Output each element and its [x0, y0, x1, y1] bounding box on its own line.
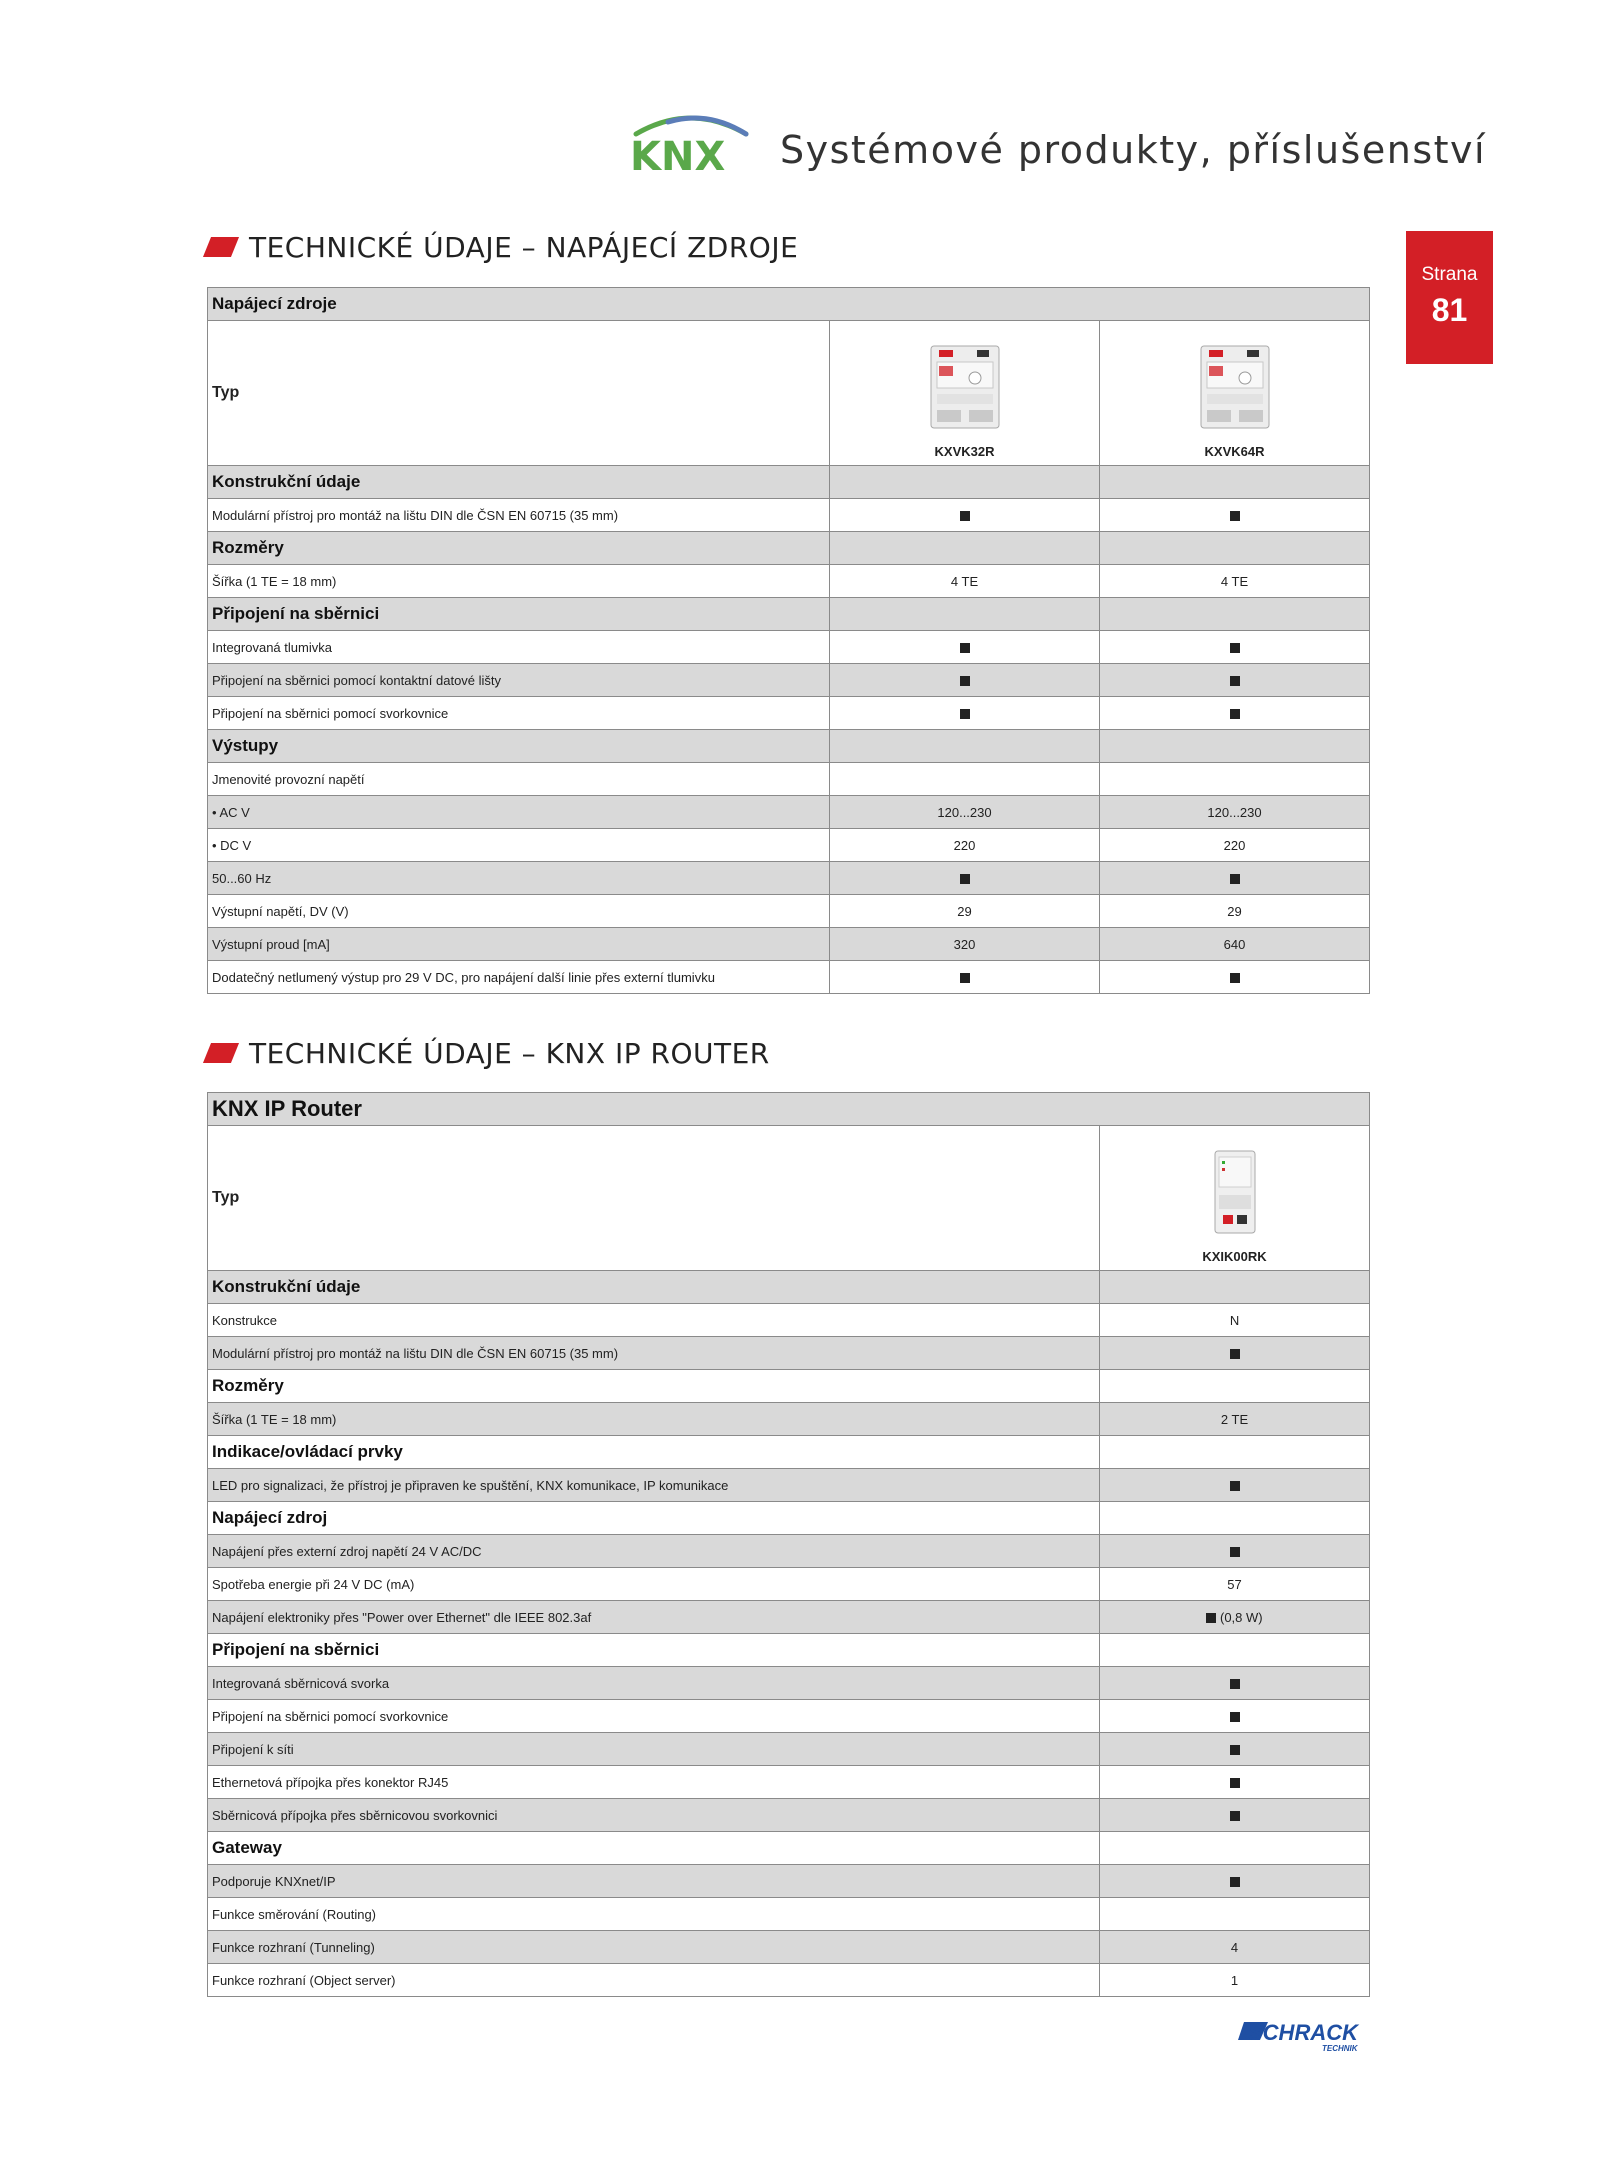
value-cell	[1100, 499, 1370, 532]
value-cell	[1100, 1799, 1370, 1832]
knx-logo-text: KNX	[630, 134, 726, 174]
row-label-dodatecny-netlumeny-vystup-pro-29-v-dc-p: Dodatečný netlumený výstup pro 29 V DC, pro napájení další linie přes externí tlumivku	[208, 961, 830, 994]
filled-square-icon	[1206, 1613, 1216, 1623]
value-cell	[1100, 1502, 1370, 1535]
table-row	[208, 664, 1370, 697]
value-cell: 120...230	[1100, 796, 1370, 829]
row-label-funkce-rozhrani-tunneling: Funkce rozhraní (Tunneling)	[208, 1931, 1100, 1964]
filled-square-icon	[1230, 676, 1240, 686]
row-label-ethernetova-pripojka-pres-konektor-rj45: Ethernetová přípojka přes konektor RJ45	[208, 1766, 1100, 1799]
page-number-badge	[1406, 231, 1493, 364]
value-cell: 320	[830, 928, 1100, 961]
table-row	[208, 565, 1370, 598]
value-cell	[1100, 862, 1370, 895]
knx-logo	[628, 108, 754, 174]
value-cell	[1100, 1436, 1370, 1469]
value-cell: N	[1100, 1304, 1370, 1337]
table-section-row	[208, 1370, 1370, 1403]
row-label-pripojeni-k-siti: Připojení k síti	[208, 1733, 1100, 1766]
value-cell	[1100, 1898, 1370, 1931]
value-cell	[830, 862, 1100, 895]
table-row	[208, 895, 1370, 928]
value-cell	[1100, 598, 1370, 631]
value-cell	[1100, 466, 1370, 499]
value-cell: 29	[830, 895, 1100, 928]
value-cell	[1100, 1535, 1370, 1568]
filled-square-icon	[1230, 1349, 1240, 1359]
table-row	[208, 928, 1370, 961]
table-section-row	[208, 598, 1370, 631]
section-label-pripojeni-na-sbernici: Připojení na sběrnici	[208, 1634, 1100, 1667]
value-cell	[1100, 1865, 1370, 1898]
ip-router-module-icon	[1213, 1149, 1257, 1235]
ip-router-table	[207, 1092, 1370, 1997]
power-supplies-table	[207, 287, 1370, 994]
value-cell	[1100, 697, 1370, 730]
filled-square-icon	[1230, 511, 1240, 521]
row-label-jmenovite-provozni-napeti: Jmenovité provozní napětí	[208, 763, 830, 796]
value-cell: 1	[1100, 1964, 1370, 1997]
table-section-row	[208, 1271, 1370, 1304]
row-label-integrovana-sbernicova-svorka: Integrovaná sběrnicová svorka	[208, 1667, 1100, 1700]
type-row	[208, 1126, 1370, 1271]
row-label-spotreba-energie-pri-24-v-dc-ma: Spotřeba energie při 24 V DC (mA)	[208, 1568, 1100, 1601]
row-label-modularni-pristroj-pro-montaz-na-listu-d: Modulární přístroj pro montáž na lištu DIN dle ČSN EN 60715 (35 mm)	[208, 499, 830, 532]
page-label: Strana	[1421, 264, 1478, 285]
filled-square-icon	[960, 511, 970, 521]
product-code: KXVK32R	[934, 444, 995, 459]
value-cell	[1100, 1667, 1370, 1700]
section-label-rozmery: Rozměry	[208, 1370, 1100, 1403]
filled-square-icon	[960, 643, 970, 653]
value-cell	[1100, 1337, 1370, 1370]
type-label: Typ	[208, 1126, 1100, 1271]
table-row	[208, 763, 1370, 796]
row-label-funkce-smerovani-routing: Funkce směrování (Routing)	[208, 1898, 1100, 1931]
power-supply-module-icon	[929, 344, 1001, 430]
table-row	[208, 1667, 1370, 1700]
row-label-ac-v: • AC V	[208, 796, 830, 829]
value-cell	[1100, 961, 1370, 994]
value-cell	[830, 631, 1100, 664]
row-label-vystupni-proud-ma: Výstupní proud [mA]	[208, 928, 830, 961]
product-cell	[830, 321, 1100, 466]
value-cell	[1100, 763, 1370, 796]
row-label-podporuje-knxnet-ip: Podporuje KNXnet/IP	[208, 1865, 1100, 1898]
table-row	[208, 1733, 1370, 1766]
section-label-konstrukcni-udaje: Konstrukční údaje	[208, 466, 830, 499]
table-row	[208, 631, 1370, 664]
section-label-gateway: Gateway	[208, 1832, 1100, 1865]
section-title-power-supplies	[207, 231, 798, 264]
filled-square-icon	[1230, 643, 1240, 653]
value-cell: 640	[1100, 928, 1370, 961]
row-label-led-pro-signalizaci-ze-pristroj-je-pripr: LED pro signalizaci, že přístroj je připraven ke spuštění, KNX komunikace, IP komunikace	[208, 1469, 1100, 1502]
value-cell: 4 TE	[1100, 565, 1370, 598]
table-row	[208, 1766, 1370, 1799]
row-label-pripojeni-na-sbernici-pomoci-kontaktni-d: Připojení na sběrnici pomocí kontaktní datové lišty	[208, 664, 830, 697]
table-row	[208, 829, 1370, 862]
value-cell: 4 TE	[830, 565, 1100, 598]
section-label-napajeci-zdroj: Napájecí zdroj	[208, 1502, 1100, 1535]
table-row	[208, 1799, 1370, 1832]
table-row	[208, 1403, 1370, 1436]
filled-square-icon	[1230, 874, 1240, 884]
value-cell: 220	[1100, 829, 1370, 862]
section-label-pripojeni-na-sbernici: Připojení na sběrnici	[208, 598, 830, 631]
value-cell	[1100, 1700, 1370, 1733]
page-title: Systémové produkty, příslušenství	[780, 128, 1487, 172]
type-row	[208, 321, 1370, 466]
value-cell	[830, 961, 1100, 994]
filled-square-icon	[1230, 1877, 1240, 1887]
value-cell	[1100, 1832, 1370, 1865]
value-cell: (0,8 W)	[1100, 1601, 1370, 1634]
value-cell: 57	[1100, 1568, 1370, 1601]
row-label-modularni-pristroj-pro-montaz-na-listu-d: Modulární přístroj pro montáž na lištu DIN dle ČSN EN 60715 (35 mm)	[208, 1337, 1100, 1370]
value-cell	[1100, 664, 1370, 697]
filled-square-icon	[960, 874, 970, 884]
section-label-konstrukcni-udaje: Konstrukční údaje	[208, 1271, 1100, 1304]
table-row	[208, 961, 1370, 994]
row-label-integrovana-tlumivka: Integrovaná tlumivka	[208, 631, 830, 664]
table-section-row	[208, 1502, 1370, 1535]
value-cell: 4	[1100, 1931, 1370, 1964]
filled-square-icon	[960, 709, 970, 719]
section-title-text: TECHNICKÉ ÚDAJE – NAPÁJECÍ ZDROJE	[249, 231, 799, 264]
filled-square-icon	[1230, 709, 1240, 719]
product-cell	[1100, 321, 1370, 466]
row-label-funkce-rozhrani-object-server: Funkce rozhraní (Object server)	[208, 1964, 1100, 1997]
schrack-logo	[1238, 2018, 1368, 2054]
section-label-indikace-ovladaci-prvky: Indikace/ovládací prvky	[208, 1436, 1100, 1469]
table-row	[208, 1865, 1370, 1898]
row-label-vystupni-napeti-dv-v: Výstupní napětí, DV (V)	[208, 895, 830, 928]
type-label: Typ	[208, 321, 830, 466]
schrack-logo-text: SCHRACK	[1248, 2020, 1358, 2045]
row-label-pripojeni-na-sbernici-pomoci-svorkovnice: Připojení na sběrnici pomocí svorkovnice	[208, 697, 830, 730]
table-row	[208, 862, 1370, 895]
value-cell	[830, 598, 1100, 631]
table-title: KNX IP Router	[208, 1093, 1370, 1126]
value-cell	[1100, 1733, 1370, 1766]
value-cell	[1100, 532, 1370, 565]
value-cell	[830, 730, 1100, 763]
value-cell	[1100, 1271, 1370, 1304]
row-label-dc-v: • DC V	[208, 829, 830, 862]
value-cell	[830, 466, 1100, 499]
table-section-row	[208, 1634, 1370, 1667]
table-title: Napájecí zdroje	[208, 288, 1370, 321]
value-cell	[830, 499, 1100, 532]
value-cell	[1100, 1766, 1370, 1799]
value-cell	[830, 532, 1100, 565]
table-row	[208, 697, 1370, 730]
value-cell	[830, 697, 1100, 730]
table-section-row	[208, 532, 1370, 565]
value-cell: 220	[830, 829, 1100, 862]
section-marker-icon	[203, 237, 239, 257]
table-section-row	[208, 466, 1370, 499]
table-row	[208, 1700, 1370, 1733]
value-cell	[1100, 631, 1370, 664]
schrack-logo-subtext: TECHNIK	[1322, 2044, 1358, 2053]
value-cell	[1100, 1469, 1370, 1502]
filled-square-icon	[1230, 1679, 1240, 1689]
value-cell	[1100, 1634, 1370, 1667]
table-row	[208, 1601, 1370, 1634]
page-number: 81	[1431, 292, 1468, 328]
table-row	[208, 1535, 1370, 1568]
value-cell: 29	[1100, 895, 1370, 928]
filled-square-icon	[1230, 1481, 1240, 1491]
table-row	[208, 499, 1370, 532]
filled-square-icon	[1230, 1745, 1240, 1755]
value-cell: 2 TE	[1100, 1403, 1370, 1436]
value-cell	[1100, 730, 1370, 763]
filled-square-icon	[1230, 973, 1240, 983]
value-cell	[830, 664, 1100, 697]
value-cell	[830, 763, 1100, 796]
table-row	[208, 1964, 1370, 1997]
table-row	[208, 796, 1370, 829]
row-label-konstrukce: Konstrukce	[208, 1304, 1100, 1337]
section-label-vystupy: Výstupy	[208, 730, 830, 763]
row-label-napajeni-pres-externi-zdroj-napeti-24-v-: Napájení přes externí zdroj napětí 24 V AC/DC	[208, 1535, 1100, 1568]
filled-square-icon	[1230, 1547, 1240, 1557]
row-label-50-60-hz: 50...60 Hz	[208, 862, 830, 895]
table-row	[208, 1568, 1370, 1601]
row-label-sirka-1-te-18-mm: Šířka (1 TE = 18 mm)	[208, 1403, 1100, 1436]
product-code: KXVK64R	[1204, 444, 1265, 459]
table-row	[208, 1469, 1370, 1502]
product-cell	[1100, 1126, 1370, 1271]
row-label-sirka-1-te-18-mm: Šířka (1 TE = 18 mm)	[208, 565, 830, 598]
row-label-pripojeni-na-sbernici-pomoci-svorkovnice: Připojení na sběrnici pomocí svorkovnice	[208, 1700, 1100, 1733]
table-section-row	[208, 1832, 1370, 1865]
product-code: KXIK00RK	[1202, 1249, 1267, 1264]
row-label-napajeni-elektroniky-pres-power-over-eth: Napájení elektroniky přes "Power over Ethernet" dle IEEE 802.3af	[208, 1601, 1100, 1634]
row-label-sbernicova-pripojka-pres-sbernicovou-svo: Sběrnicová přípojka přes sběrnicovou svorkovnici	[208, 1799, 1100, 1832]
section-title-text: TECHNICKÉ ÚDAJE – KNX IP ROUTER	[249, 1037, 770, 1070]
value-cell: 120...230	[830, 796, 1100, 829]
table-row	[208, 1304, 1370, 1337]
table-row	[208, 1898, 1370, 1931]
table-section-row	[208, 730, 1370, 763]
table-title-row	[208, 288, 1370, 321]
section-marker-icon	[203, 1043, 239, 1063]
section-label-rozmery: Rozměry	[208, 532, 830, 565]
filled-square-icon	[960, 676, 970, 686]
table-title-row	[208, 1093, 1370, 1126]
table-section-row	[208, 1436, 1370, 1469]
section-title-ip-router	[207, 1037, 770, 1070]
filled-square-icon	[1230, 1778, 1240, 1788]
power-supply-module-icon	[1199, 344, 1271, 430]
table-row	[208, 1931, 1370, 1964]
filled-square-icon	[1230, 1712, 1240, 1722]
table-row	[208, 1337, 1370, 1370]
value-cell	[1100, 1370, 1370, 1403]
filled-square-icon	[1230, 1811, 1240, 1821]
filled-square-icon	[960, 973, 970, 983]
